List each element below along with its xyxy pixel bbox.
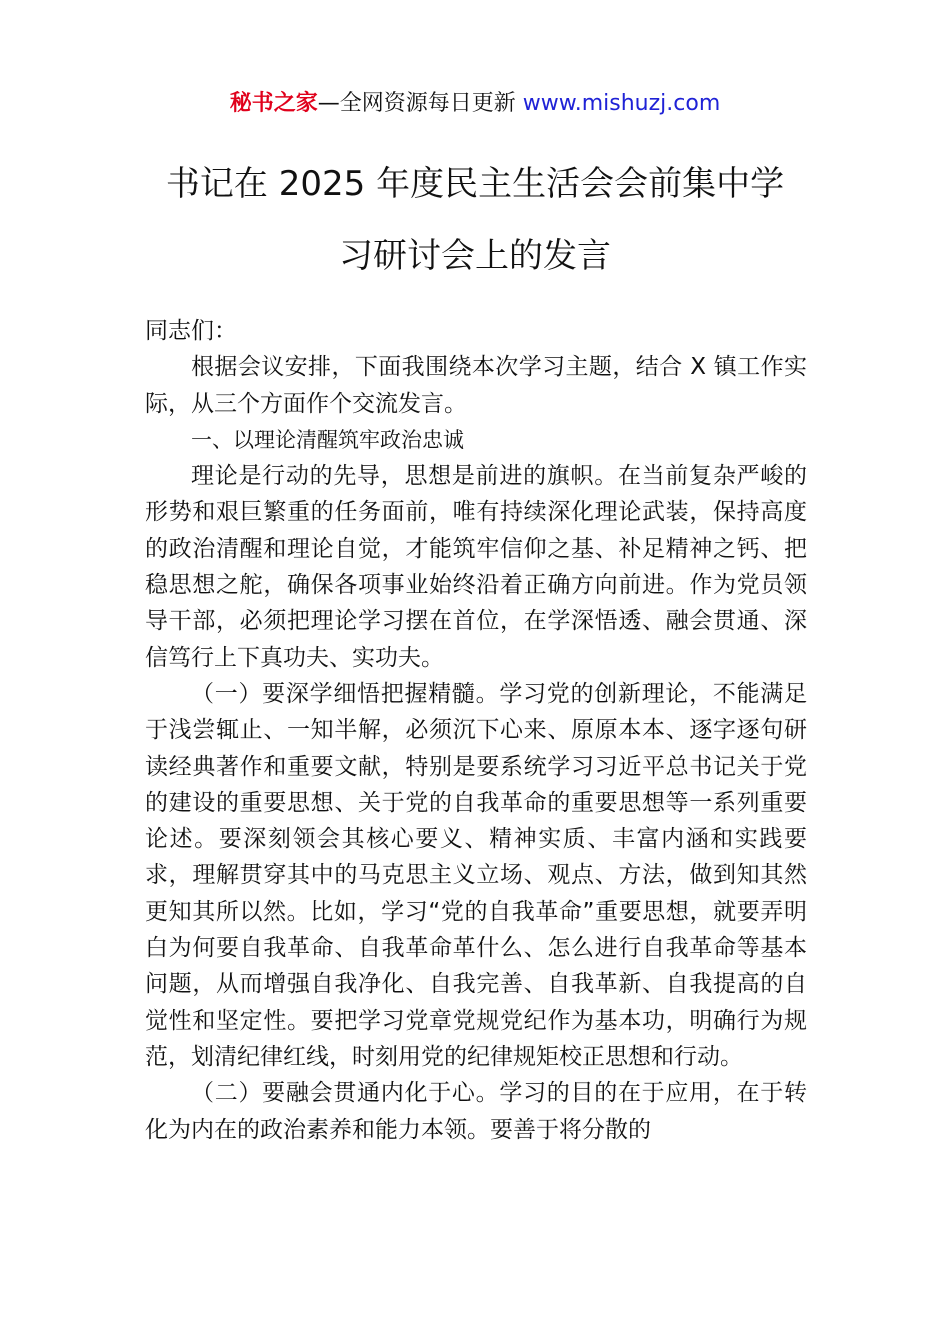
title-line-2: 习研讨会上的发言 (339, 236, 611, 276)
site-url-link[interactable]: www.mishuzj.com (522, 91, 721, 116)
header-slogan: —全网资源每日更新 (317, 91, 523, 116)
brand-name: 秘书之家 (229, 91, 318, 116)
salutation: 同志们： (145, 318, 237, 344)
paragraph-subsection-2: （二）要融会贯通内化于心。学习的目的在于应用，在于转化为内在的政治素养和能力本领。要善于将分散的 (145, 1080, 807, 1143)
site-header (0, 88, 950, 120)
section-heading-1: 一、以理论清醒筑牢政治忠诚 (191, 427, 464, 452)
paragraph-theory: 理论是行动的先导，思想是前进的旗帜。在当前复杂严峻的形势和艰巨繁重的任务面前，唯有持续深化理论武装，保持高度的政治清醒和理论自觉，才能筑牢信仰之基、补足精神之钙、把稳思想之舵，确保各项事业始终沿着正确方向前进。作为党员领导干部，必须把理论学习摆在首位，在学深悟透、融会贯通、深信笃行上下真功夫、实功夫。 (145, 463, 807, 671)
document-title (0, 148, 950, 292)
paragraph-subsection-1: （一）要深学细悟把握精髓。学习党的创新理论，不能满足于浅尝辄止、一知半解，必须沉下心来、原原本本、逐字逐句研读经典著作和重要文献，特别是要系统学习习近平总书记关于党的建设的重要思想、关于党的自我革命的重要思想等一系列重要论述。要深刻领会其核心要义、精神实质、丰富内涵和实践要求，理解贯穿其中的马克思主义立场、观点、方法，做到知其然更知其所以然。比如，学习“党的自我革命”重要思想，就要弄明白为何要自我革命、自我革命革什么、怎么进行自我革命等基本问题，从而增强自我净化、自我完善、自我革新、自我提高的自觉性和坚定性。要把学习党章党规党纪作为基本功，明确行为规范，划清纪律红线，时刻用党的纪律规矩校正思想和行动。 (145, 680, 807, 1070)
document-body (145, 313, 807, 1148)
paragraph-intro: 根据会议安排，下面我围绕本次学习主题，结合 X 镇工作实际，从三个方面作个交流发言。 (145, 354, 807, 417)
title-line-1: 书记在 2025 年度民主生活会会前集中学 (165, 164, 785, 204)
